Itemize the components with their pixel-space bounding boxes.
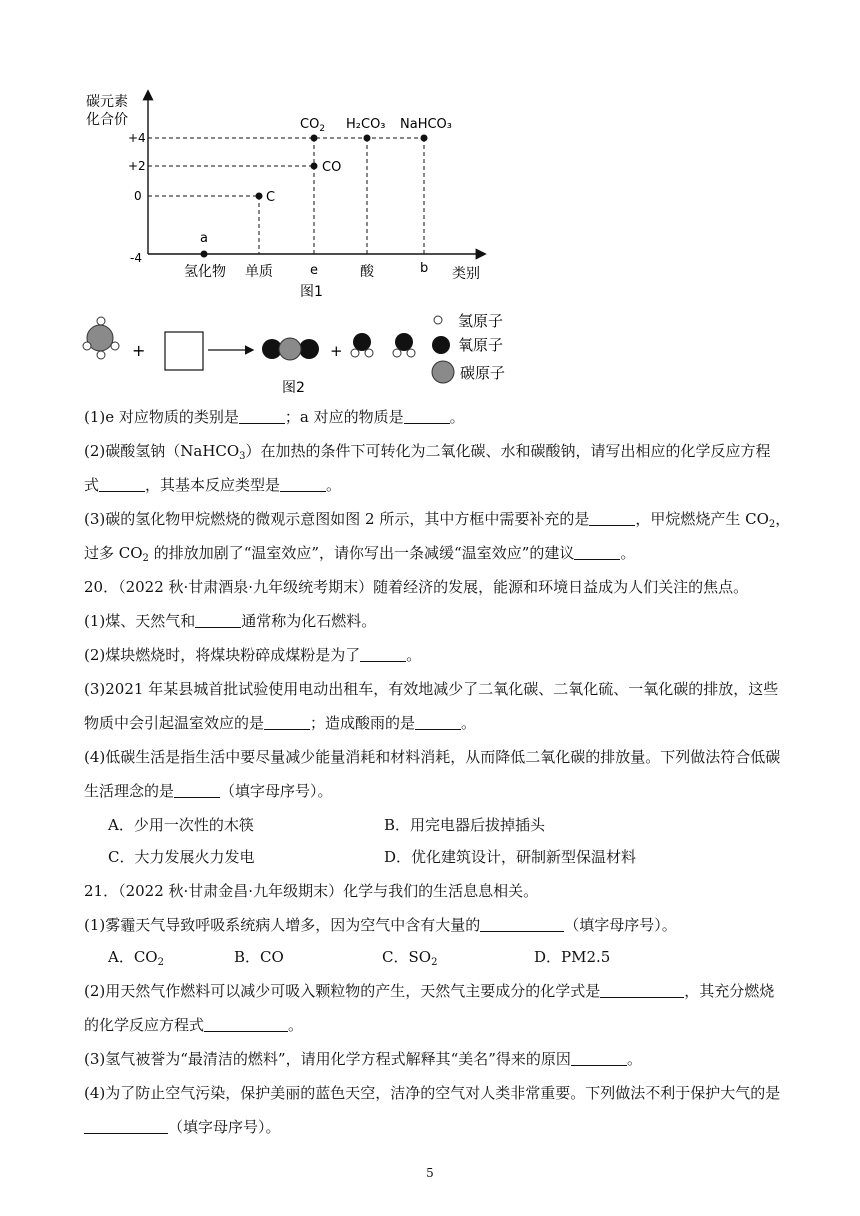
water-molecule-2 — [393, 333, 415, 357]
label-nahco3: NaHCO₃ — [400, 117, 452, 132]
point-nahco3 — [421, 135, 428, 142]
q20-option-a[interactable]: A．少用一次性的木筷 — [108, 816, 254, 834]
q21-option-d[interactable]: D．PM2.5 — [534, 948, 611, 966]
answer-blank[interactable] — [264, 715, 310, 730]
q20-option-b[interactable]: B．用完电器后拔掉插头 — [384, 816, 546, 834]
y-axis-label-2: 化合价 — [86, 112, 128, 128]
q20-part3-line1: (3)2021 年某县城首批试验使用电动出租车，有效地减少了二氧化碳、二氧化硫、一氧化碳的排放，这些 — [84, 680, 779, 698]
answer-blank[interactable] — [204, 1017, 288, 1032]
x-axis-label: 类别 — [452, 266, 480, 282]
q20-option-c[interactable]: C．大力发展火力发电 — [108, 848, 255, 866]
x-cat-element: 单质 — [245, 264, 273, 280]
water-molecule-1 — [351, 333, 373, 357]
answer-blank[interactable] — [574, 545, 620, 560]
methane-molecule — [83, 317, 119, 359]
answer-blank[interactable] — [404, 409, 450, 424]
label-a: a — [200, 231, 208, 246]
answer-blank[interactable] — [195, 613, 241, 628]
answer-blank[interactable] — [99, 477, 145, 492]
page-number: 5 — [426, 1166, 434, 1180]
q21-option-c[interactable]: C．$SO_2$ — [382, 948, 438, 968]
point-co2 — [311, 135, 318, 142]
answer-blank[interactable] — [415, 715, 461, 730]
q20-part4-line2: 生活理念的是 （填字母序号）。 — [84, 782, 333, 800]
q19-part2-line1: (2)碳酸氢钠（NaHCO$_3$）在加热的条件下可转化为二氧化碳、水和碳酸钠，请写出相应的化学反应方程 — [84, 442, 771, 462]
figure2-caption: 图2 — [282, 380, 305, 396]
q21-part2-line2: 的化学反应方程式 。 — [84, 1016, 304, 1034]
label-co2: $CO_2$ — [300, 117, 326, 134]
guide-lines — [148, 138, 424, 254]
x-cat-b: b — [420, 261, 429, 276]
y-tick-plus2: +2 — [128, 159, 146, 173]
point-h2co3 — [364, 135, 371, 142]
q21-heading: 21．（2022 秋·甘肃金昌·九年级期末）化学与我们的生活息息相关。 — [84, 882, 539, 900]
plus-sign-1: + — [132, 341, 146, 360]
point-a — [201, 251, 208, 258]
legend-c-label: 碳原子 — [460, 364, 506, 382]
label-h2co3: H₂CO₃ — [346, 117, 386, 132]
q20-part1: (1)煤、天然气和 通常称为化石燃料。 — [84, 612, 377, 630]
y-tick-minus4: -4 — [130, 251, 142, 265]
q19-part3-line1: (3)碳的氢化物甲烷燃烧的微观示意图如图 2 所示，其中方框中需要补充的是 ，甲烷燃烧产生 $CO_2$， — [84, 510, 791, 530]
answer-blank[interactable] — [174, 783, 220, 798]
q21-part4-line2: （填字母序号）。 — [84, 1117, 281, 1137]
q21-part1: (1)雾霾天气导致呼吸系统病人增多，因为空气中含有大量的 （填字母序号）。 — [84, 916, 677, 934]
q20-part3-line2: 物质中会引起温室效应的是 ；造成酸雨的是 。 — [84, 714, 477, 732]
answer-blank[interactable] — [600, 983, 684, 998]
figure2-diagram — [0, 300, 860, 400]
y-tick-zero: 0 — [134, 189, 142, 203]
answer-blank[interactable] — [360, 647, 406, 662]
blank-box — [165, 332, 203, 370]
point-c — [256, 193, 263, 200]
q21-part4-line1: (4)为了防止空气污染，保护美丽的蓝色天空，洁净的空气对人类非常重要。下列做法不利于保护大气的是 — [84, 1084, 781, 1102]
q21-part2-line1: (2)用天然气作燃料可以减少可吸入颗粒物的产生，天然气主要成分的化学式是 ，其充分燃烧 — [84, 982, 775, 1000]
figure1-caption: 图1 — [300, 284, 323, 300]
q20-part2: (2)煤块燃烧时，将煤块粉碎成煤粉是为了 。 — [84, 646, 422, 664]
x-cat-hydride: 氢化物 — [184, 264, 226, 280]
legend-h-icon — [434, 316, 442, 324]
x-cat-acid: 酸 — [360, 264, 374, 280]
q21-option-a[interactable]: A．$CO_2$ — [108, 948, 164, 968]
answer-blank[interactable] — [571, 1051, 627, 1066]
label-co: CO — [322, 160, 342, 175]
q19-part2-line2: 式 ，其基本反应类型是 。 — [84, 476, 342, 494]
q20-heading: 20．（2022 秋·甘肃酒泉·九年级统考期末）随着经济的发展，能源和环境日益成为人们关注的焦点。 — [84, 578, 749, 596]
plus-sign-2: + — [330, 342, 343, 360]
q19-part3-line2: 过多 $CO_2$ 的排放加剧了“温室效应”，请你写出一条减缓“温室效应”的建议 。 — [84, 544, 636, 564]
co2-molecule — [262, 338, 319, 360]
figure1-chart — [0, 0, 860, 300]
q21-part3: (3)氢气被誉为“最清洁的燃料”，请用化学方程式解释其“美名”得来的原因 。 — [84, 1050, 642, 1068]
legend-h-label: 氢原子 — [458, 312, 504, 330]
y-axis-label-1: 碳元素 — [86, 94, 128, 110]
point-co — [311, 163, 318, 170]
y-tick-plus4: +4 — [128, 131, 146, 145]
q19-part1: (1)e 对应物质的类别是 ；a 对应的物质是 。 — [84, 408, 465, 426]
legend-o-label: 氧原子 — [458, 336, 504, 354]
answer-blank[interactable] — [280, 477, 326, 492]
legend-o-icon — [432, 336, 450, 354]
q20-option-d[interactable]: D．优化建筑设计，研制新型保温材料 — [384, 848, 637, 866]
legend-c-icon — [432, 361, 454, 383]
answer-blank[interactable] — [480, 917, 564, 932]
q21-option-b[interactable]: B．CO — [234, 948, 284, 966]
x-cat-e: e — [310, 263, 318, 278]
answer-blank[interactable] — [589, 511, 635, 526]
label-c: C — [266, 190, 276, 205]
q20-part4-line1: (4)低碳生活是指生活中要尽量减少能量消耗和材料消耗，从而降低二氧化碳的排放量。下列做法符合低碳 — [84, 748, 781, 766]
answer-blank[interactable] — [239, 409, 285, 424]
answer-blank[interactable] — [84, 1119, 168, 1134]
